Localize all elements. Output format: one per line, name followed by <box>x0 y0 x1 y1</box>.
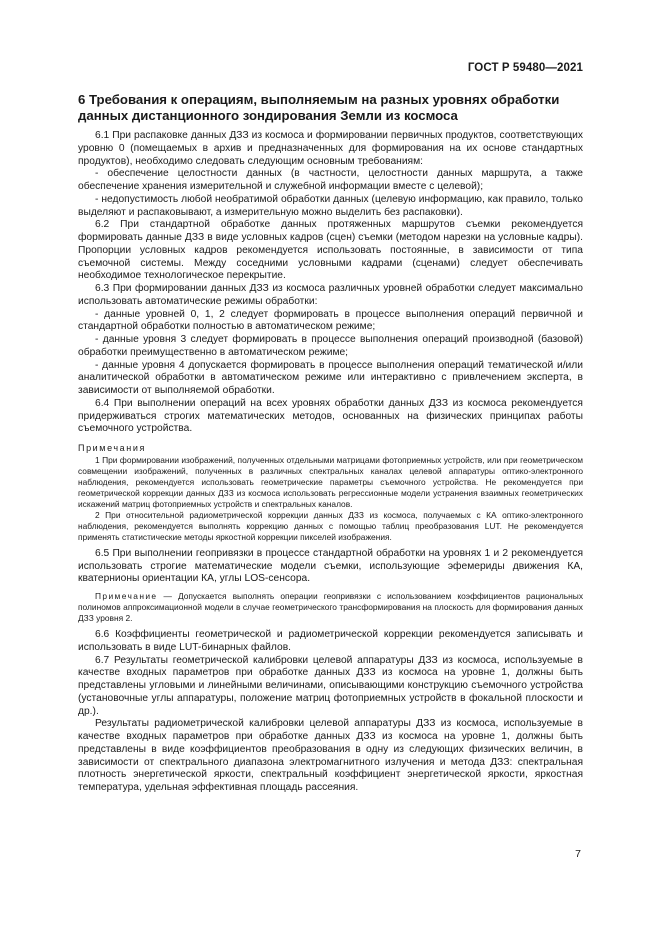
paragraph-6-7: 6.7 Результаты геометрической калибровки целевой аппаратуры ДЗЗ из космоса, используемые в качестве входных параметров при обработке данных ДЗЗ из космоса на уровне 1, должны быть представлены угловыми и линейными величинами, описывающими конструкцию съемочного устройства (установочные углы аппаратуры, положение матриц фотоприемных устройств в фокальной плоскости и др.). <box>78 654 583 717</box>
paragraph-6-3-item-b: - данные уровня 3 следует формировать в процессе выполнения операций производной (базовой) обработки преимущественно в автоматическом режиме; <box>78 334 583 358</box>
paragraph-6-7-radiometric: Результаты радиометрической калибровки целевой аппаратуры ДЗЗ из космоса, используемые в качестве входных параметров при обработке данных ДЗЗ из космоса на уровне 1, должны быть представлены в виде коэффициентов преобразования в одну из следующих физических величин, в зависимости от спектрального диапазона электромагнитного излучения и метода ДЗЗ: спектральная плотность энергетической яркости, спектральный коэффициент энергетической яркости, яркостная температура, удельная эффективная площадь рассеяния. <box>78 718 583 793</box>
section-title: 6 Требования к операциям, выполняемым на разных уровнях обработки данных дистанционного зондирования Земли из космоса <box>78 92 560 123</box>
paragraph-6-2: 6.2 При стандартной обработке данных протяженных маршрутов съемки рекомендуется формировать данные ДЗЗ в виде условных кадров (сцен) съемки (методом нарезки на условные кадры). Пропорции условных кадров рекомендуется использовать постоянные, в зависимости от типа съемочной системы. Между соседними условными кадрами (сценами) следует обеспечивать необходимое технологическое перекрытие. <box>78 219 583 282</box>
paragraph-6-1: 6.1 При распаковке данных ДЗЗ из космоса и формировании первичных продуктов, соответствующих уровню 0 (помещаемых в архив и предназначенных для формирования на их основе стандартных продуктов), необходимо следовать следующим основным требованиям: <box>78 130 583 167</box>
paragraph-6-1-item-a: - обеспечение целостности данных (в частности, целостности данных маршрута, а также обеспечение хранения измерительной и служебной информации вместе с целевой); <box>78 168 583 192</box>
paragraph-6-3: 6.3 При формировании данных ДЗЗ из космоса различных уровней обработки следует максимально использовать автоматические режимы обработки: <box>78 283 583 307</box>
paragraph-6-4: 6.4 При выполнении операций на всех уровнях обработки данных ДЗЗ из космоса рекомендуется придерживаться строгих математических методов, основанных на физических принципах работы съемочного устройства. <box>78 397 583 435</box>
note-single-text: — Допускается выполнять операции геопривязки с использованием коэффициентов рациональных полиномов аппроксимационной модели в случае геометрического трансформирования на плоскость для формирования данных ДЗЗ уровня 2. <box>78 591 583 623</box>
paragraph-6-3-item-c: - данные уровня 4 допускается формировать в процессе выполнения операций тематической и/или аналитической обработки в автоматическом режиме или интерактивно с привлечением эксперта, в зависимости от выполняемой обработки. <box>78 359 583 396</box>
paragraph-6-6: 6.6 Коэффициенты геометрической и радиометрической коррекции рекомендуется записывать и использовать в виде LUT-бинарных файлов. <box>78 629 583 653</box>
note-2: 2 При относительной радиометрической коррекции данных ДЗЗ из космоса, получаемых с КА оптико-электронного наблюдения, рекомендуется выполнять коррекцию данных с помощью таблиц преобразования LUT. Не рекомендуется применять статистические методы яркостной коррекции пикселей изображения. <box>78 509 583 542</box>
notes-heading: Примечания <box>78 443 146 453</box>
note-label: Примечание <box>95 591 158 601</box>
page-number: 7 <box>575 848 581 860</box>
section-body <box>78 130 583 795</box>
standard-number: ГОСТ Р 59480—2021 <box>467 62 583 74</box>
paragraph-6-1-item-b: - недопустимость любой необратимой обработки данных (целевую информацию, как правило, только выделяют и распаковывают, а измерительную можно выделить без распаковки). <box>78 193 583 218</box>
note-1: 1 При формировании изображений, полученных отдельными матрицами фотоприемных устройств, или при геометрическом совмещении изображений, полученных в различных спектральных каналах целевой аппаратуры оптико-электронного наблюдения, рекомендуется использовать геометрические параметры съемочного устройства. Не рекомендуется при геометрической коррекции данных ДЗЗ из космоса использовать регрессионные модели устранения взаимных геометрических искажений матриц фотоприемных устройств и спектральных каналов. <box>78 454 583 509</box>
paragraph-6-3-item-a: - данные уровней 0, 1, 2 следует формировать в процессе выполнения операций первичной и стандартной обработки полностью в автоматическом режиме; <box>78 308 583 333</box>
paragraph-6-5: 6.5 При выполнении геопривязки в процессе стандартной обработки на уровнях 1 и 2 рекомендуется использовать строгие математические модели съемки, использующие эфемериды движения КА, кватернионы ориентации КА, углы LOS-сенсора. <box>78 547 583 585</box>
note-single <box>78 591 583 624</box>
